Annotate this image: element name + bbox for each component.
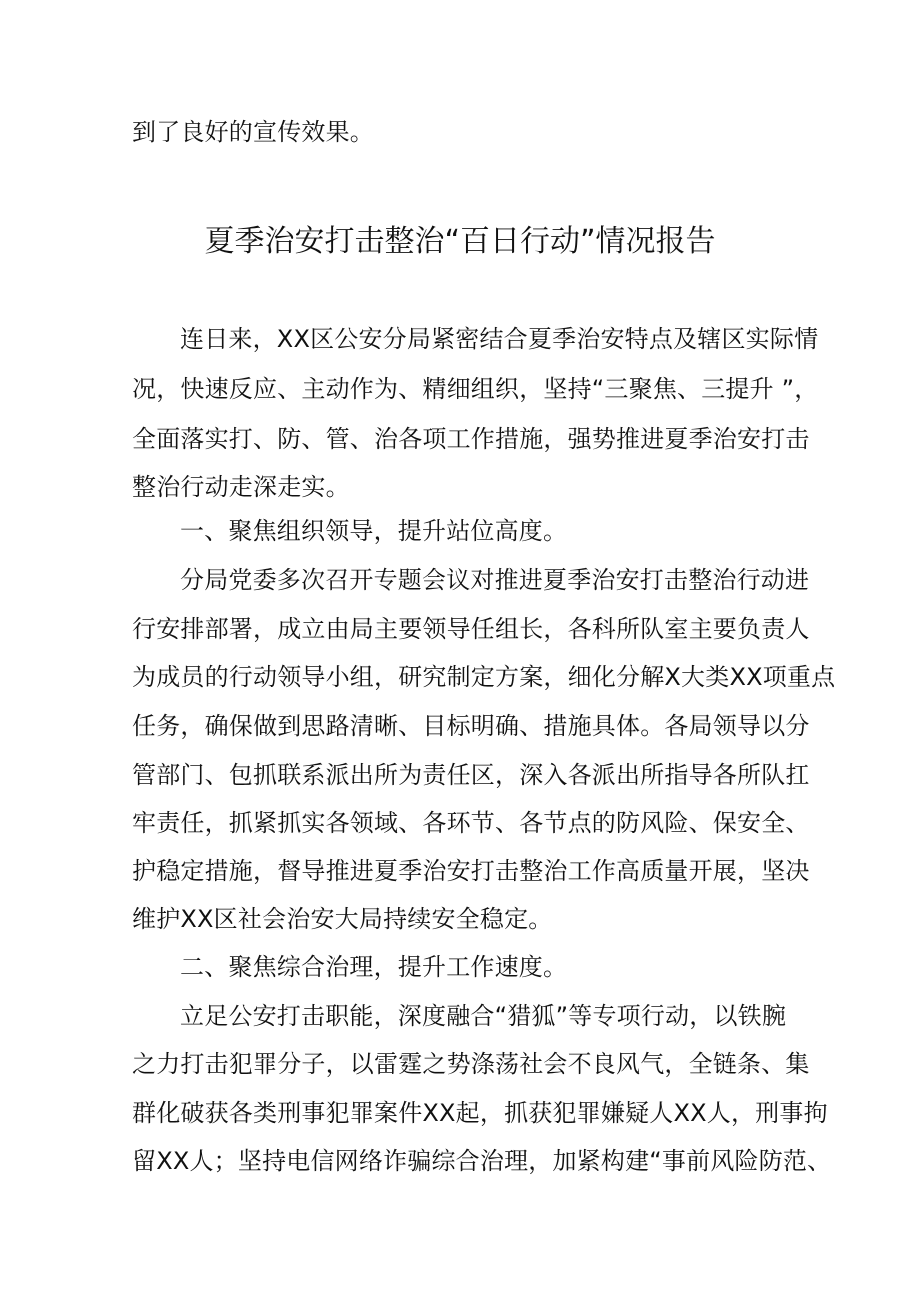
paragraph-line: 行安排部署，成立由局主要领导任组长，各科所队室主要负责人 [132,615,810,643]
report-title: 夏季治安打击整治“百日行动”情况报告 [204,224,716,259]
paragraph-line: 牢责任，抓紧抓实各领域、各环节、各节点的防风险、保安全、 [132,809,810,837]
paragraph-line: 管部门、包抓联系派出所为责任区，深入各派出所指导各所队扛 [132,761,810,789]
paragraph-line: 群化破获各类刑事犯罪案件XX起，抓获犯罪嫌疑人XX人，刑事拘 [132,1099,828,1127]
paragraph-line: 任务，确保做到思路清晰、目标明确、措施具体。各局领导以分 [132,712,810,740]
section-heading-2: 二、聚焦综合治理，提升工作速度。 [180,953,568,981]
paragraph-line: 之力打击犯罪分子，以雷霆之势涤荡社会不良风气，全链条、集 [132,1050,810,1078]
continuation-text: 到了良好的宣传效果。 [132,118,374,146]
paragraph-line: 连日来，XX区公安分局紧密结合夏季治安特点及辖区实际情 [180,325,819,353]
paragraph-line: 分局党委多次召开专题会议对推进夏季治安打击整治行动进 [180,566,810,594]
section-heading-1: 一、聚焦组织领导，提升站位高度。 [180,517,568,545]
paragraph-line: 留XX人；坚持电信网络诈骗综合治理，加紧构建“事前风险防范、 [132,1147,832,1175]
paragraph-line: 护稳定措施，督导推进夏季治安打击整治工作高质量开展，坚决 [132,857,810,885]
paragraph-line: 为成员的行动领导小组，研究制定方案，细化分解X大类XX项重点 [132,663,836,691]
paragraph-line: 况，快速反应、主动作为、精细组织，坚持“三聚焦、三提升 ”， [132,375,819,403]
paragraph-line: 整治行动走深走实。 [132,473,350,501]
paragraph-line: 立足公安打击职能，深度融合“猎狐”等专项行动，以铁腕 [180,1002,787,1030]
paragraph-line: 全面落实打、防、管、治各项工作措施，强势推进夏季治安打击 [132,425,810,453]
paragraph-line: 维护XX区社会治安大局持续安全稳定。 [132,905,553,933]
